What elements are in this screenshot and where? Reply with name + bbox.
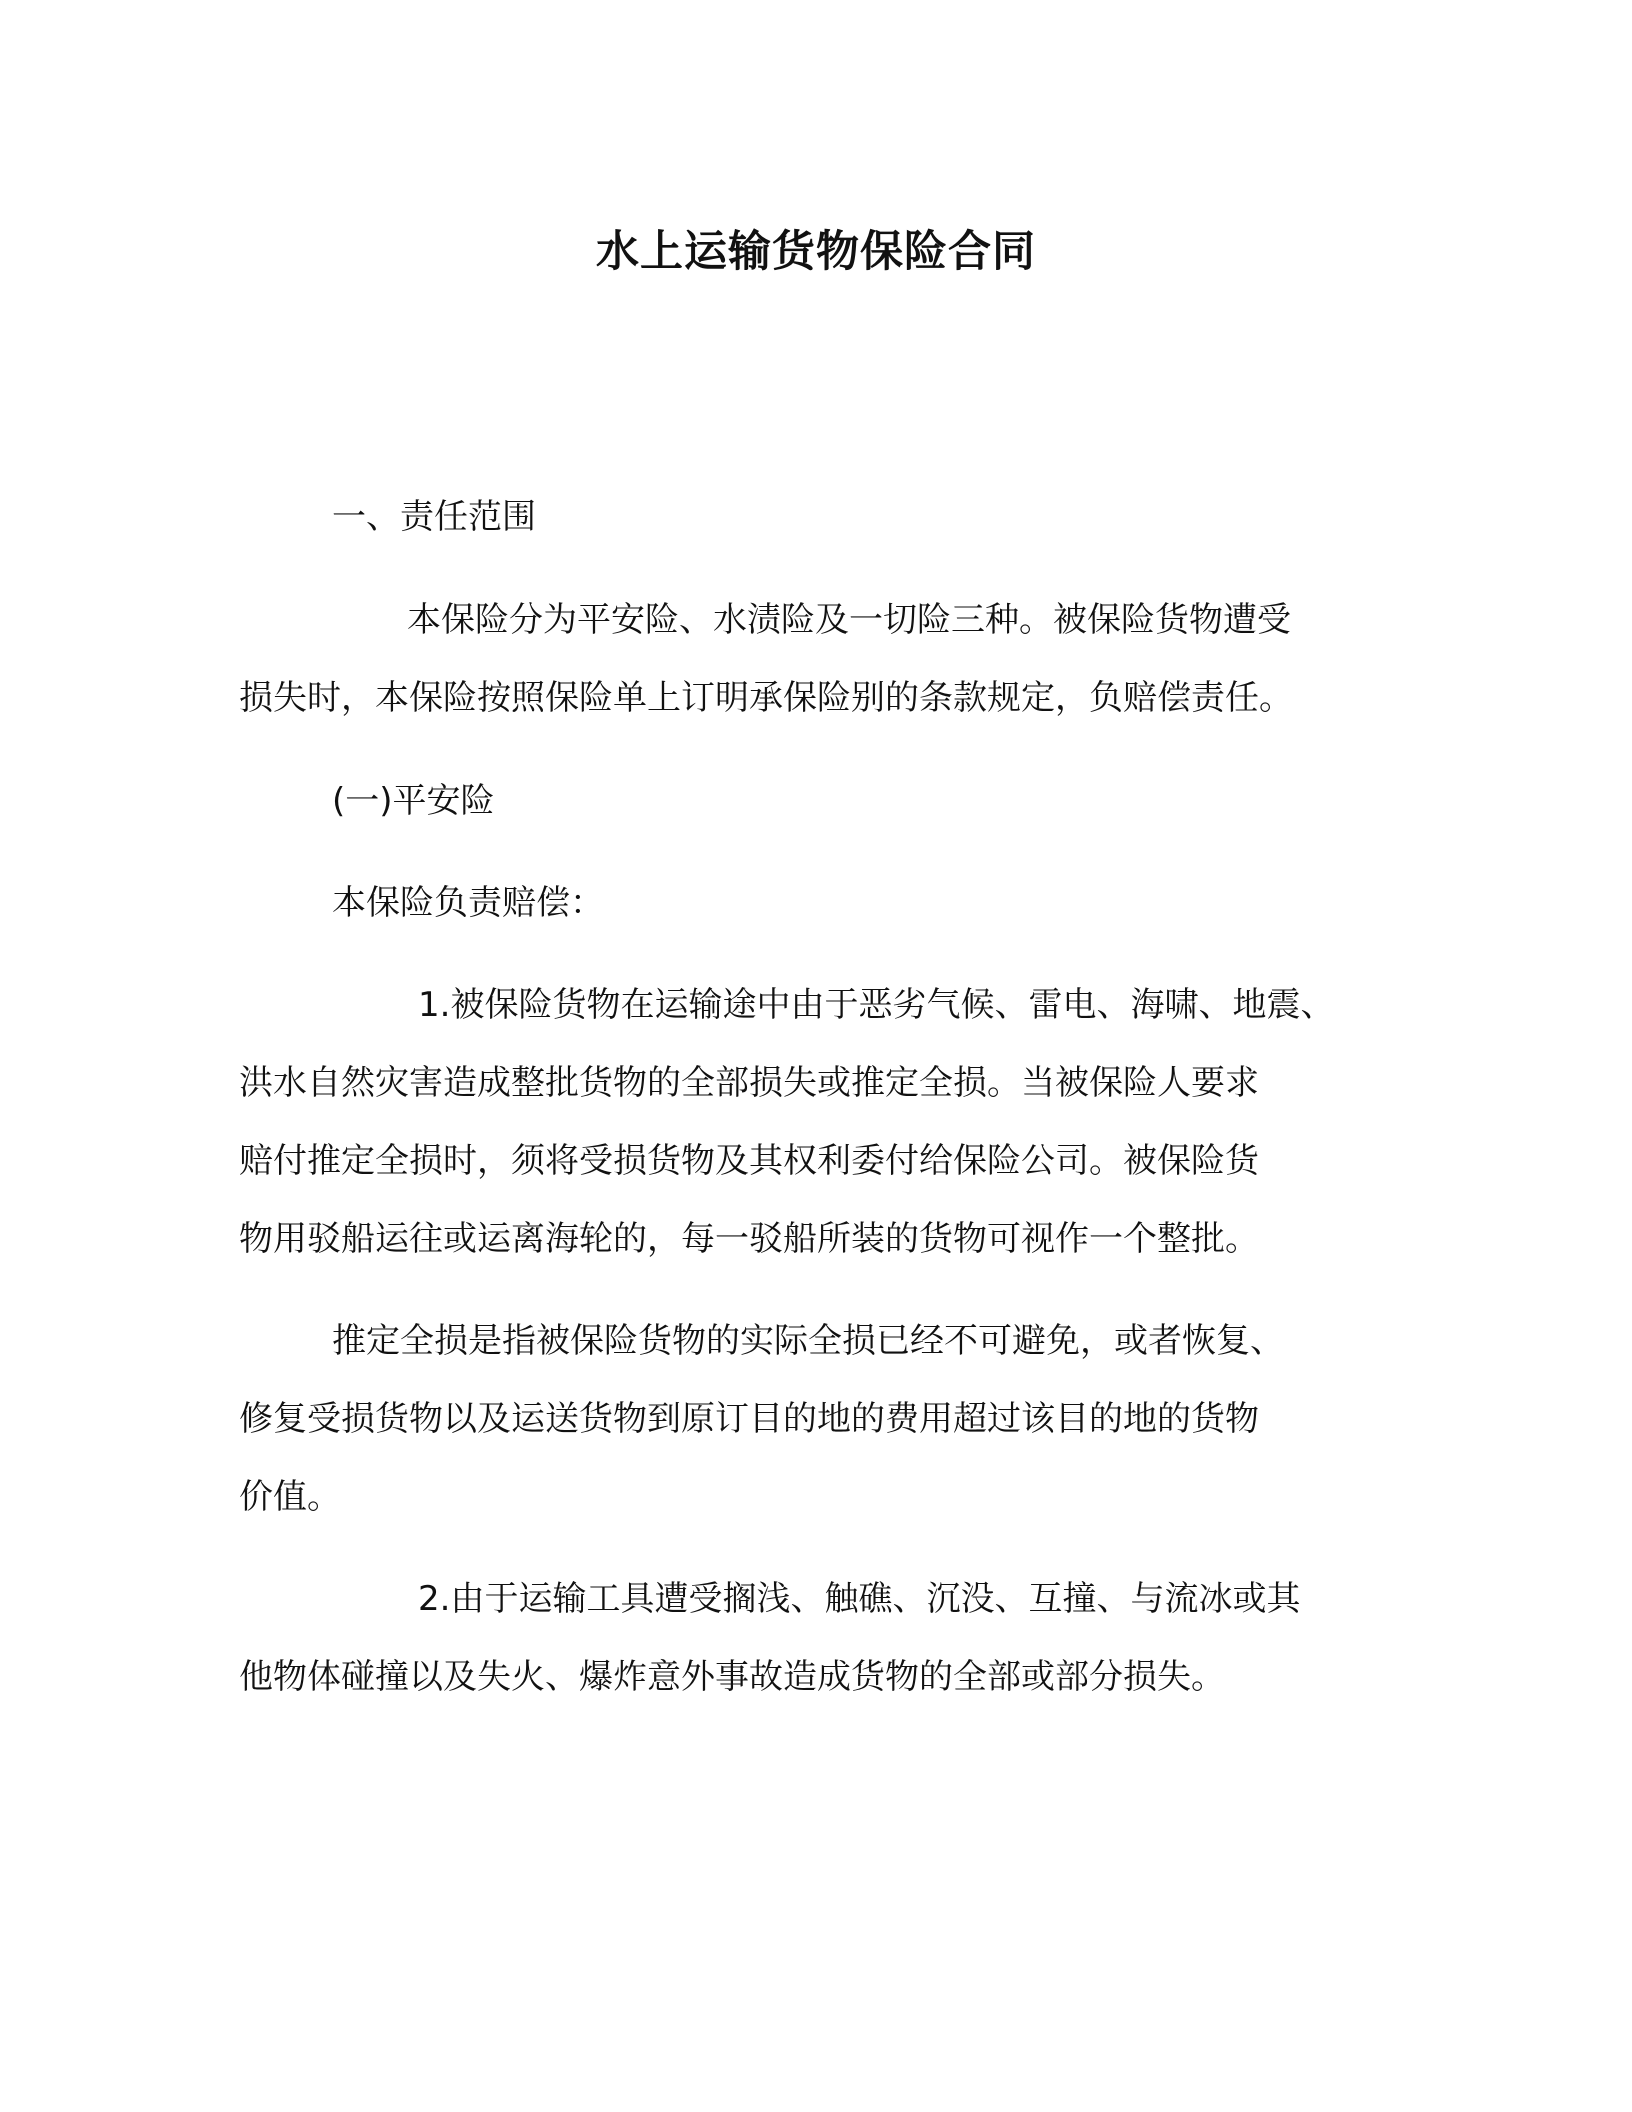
item2-line-2: 他物体碰撞以及失火、爆炸意外事故造成货物的全部或部分损失。 [239,1657,1225,1697]
item1-line-3: 赔付推定全损时，须将受损货物及其权利委付给保险公司。被保险货 [239,1141,1259,1181]
intro-line-2: 损失时，本保险按照保险单上订明承保险别的条款规定，负赔偿责任。 [239,678,1293,718]
section-heading: 一、责任范围 [332,497,536,537]
constructive-loss-line-3: 价值。 [239,1477,341,1517]
item1-line-1: 1.被保险货物在运输途中由于恶劣气候、雷电、海啸、地震、 [418,985,1335,1025]
document-title: 水上运输货物保险合同 [596,227,1036,277]
item1-line-4: 物用驳船运往或运离海轮的，每一驳船所装的货物可视作一个整批。 [239,1219,1259,1259]
constructive-loss-line-1: 推定全损是指被保险货物的实际全损已经不可避免，或者恢复、 [332,1321,1284,1361]
subsection-heading: (一)平安险 [332,781,495,821]
liability-lead: 本保险负责赔偿： [332,883,604,923]
intro-line-1: 本保险分为平安险、水渍险及一切险三种。被保险货物遭受 [407,600,1291,640]
constructive-loss-line-2: 修复受损货物以及运送货物到原订目的地的费用超过该目的地的货物 [239,1399,1259,1439]
item2-line-1: 2.由于运输工具遭受搁浅、触礁、沉没、互撞、与流冰或其 [418,1579,1301,1619]
item1-line-2: 洪水自然灾害造成整批货物的全部损失或推定全损。当被保险人要求 [239,1063,1259,1103]
